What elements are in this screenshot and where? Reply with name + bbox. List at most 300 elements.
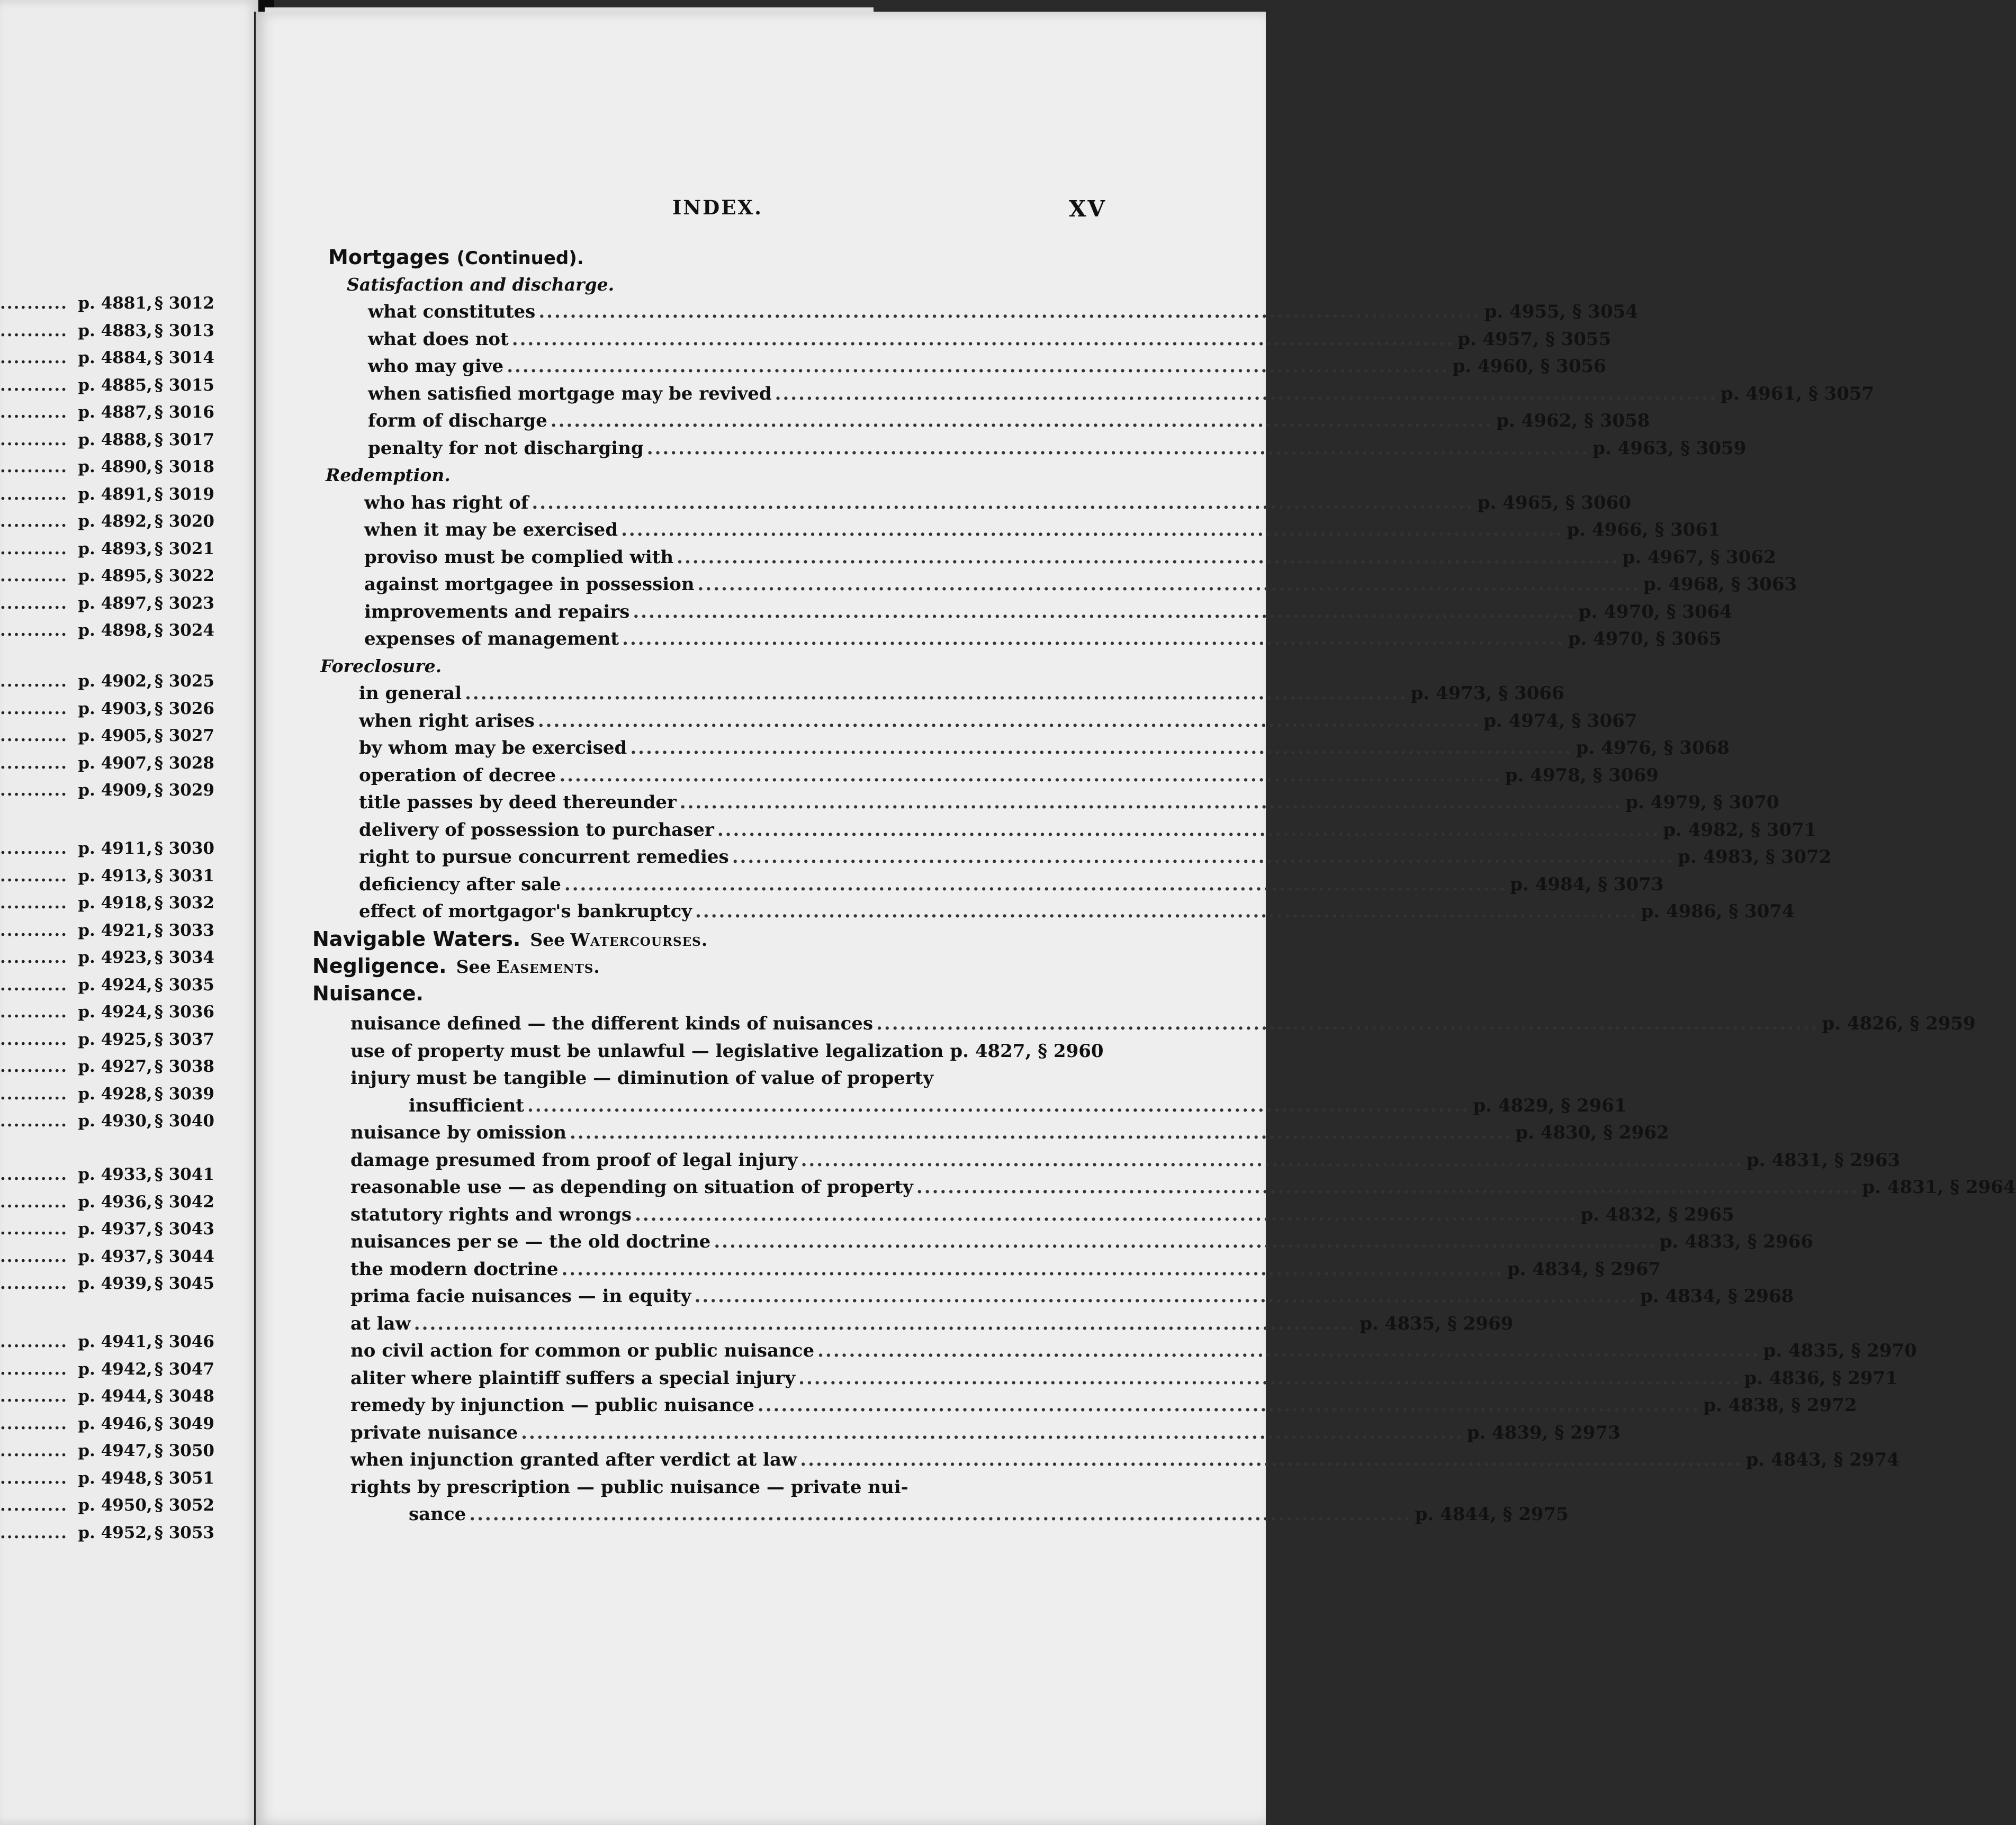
dot-leader: ..........: [0, 781, 68, 800]
dot-leader: ..........: [0, 1084, 68, 1104]
entry-text: use of property must be unlawful — legislative legalization: [350, 1040, 944, 1062]
left-index-row: [0, 290, 214, 317]
left-index-row: [0, 777, 214, 803]
section-ref: § 2966: [1747, 1231, 1813, 1252]
index-entry: [368, 298, 1638, 326]
section-ref: § 3017: [154, 430, 214, 449]
entry-text: operation of decree: [359, 764, 556, 786]
dot-leader: ..........: [0, 948, 68, 967]
dot-leader: ........................................................................................................................: [561, 1258, 1504, 1280]
index-entry: [359, 707, 1637, 735]
page-ref: p. 4927,: [78, 1057, 152, 1076]
page-ref: p. 4968,: [1643, 574, 1725, 595]
page-ref: p. 4970,: [1578, 601, 1660, 622]
page-ref: p. 4827,: [950, 1040, 1032, 1062]
heading-row: [328, 243, 1101, 271]
left-index-row: [0, 1438, 214, 1464]
dot-leader: ........................................................................................................................: [694, 1286, 1637, 1307]
section-ref: § 3069: [1592, 764, 1659, 786]
page-ref: p. 4984,: [1510, 873, 1592, 895]
entry-text: statutory rights and wrongs: [350, 1204, 632, 1225]
dot-leader: ........................................................................................................................: [757, 1395, 1700, 1416]
see-target: Easements.: [496, 956, 600, 977]
dot-leader: ..........: [0, 726, 68, 745]
subheading-satisfaction: Satisfaction and discharge.: [347, 274, 615, 295]
left-index-row: [0, 318, 214, 344]
entry-text: private nuisance: [350, 1422, 518, 1443]
dot-leader: ..........: [0, 753, 68, 773]
dot-leader: ..........: [0, 975, 68, 995]
page-ref: p. 4913,: [78, 866, 152, 886]
page-ref: p. 4839,: [1466, 1422, 1549, 1443]
index-entry: [409, 1501, 1569, 1528]
subheading-row: [320, 653, 1101, 680]
page-ref: p. 4844,: [1415, 1504, 1497, 1525]
dot-leader: ........................................................................................................................: [695, 901, 1638, 922]
left-index-row: [0, 695, 214, 722]
dot-leader: ........................................................................................................................: [817, 1340, 1760, 1361]
section-ref: § 3023: [154, 593, 214, 613]
entry-text-continued: insufficient: [409, 1095, 524, 1116]
dot-leader: ........................................................................................................................: [538, 301, 1481, 322]
section-ref: § 2961: [1561, 1095, 1627, 1116]
left-index-row: [0, 427, 214, 453]
index-entry: [364, 598, 1732, 626]
dot-leader: ........................................................................................................................: [527, 1095, 1470, 1116]
page-ref: p. 4944,: [78, 1387, 152, 1406]
page-ref: p. 4974,: [1483, 710, 1565, 731]
entry-text: remedy by injunction — public nuisance: [350, 1395, 754, 1416]
index-entry: [350, 1037, 1104, 1065]
index-entry: [350, 1337, 1917, 1365]
dot-leader: ........................................................................................................................: [621, 519, 1564, 540]
left-index-row: [0, 1329, 214, 1355]
page-ref: p. 4834,: [1507, 1258, 1589, 1280]
section-ref: § 3049: [154, 1414, 214, 1433]
section-ref: § 2964: [1950, 1177, 2016, 1198]
left-index-row: [0, 1081, 214, 1107]
dot-leader: ........................................................................................................................: [507, 356, 1450, 377]
section-ref: § 3072: [1766, 846, 1832, 868]
dot-leader: ........................................................................................................................: [559, 764, 1502, 786]
heading-nuisance: Nuisance.: [312, 981, 424, 1005]
page-ref: p. 4835,: [1763, 1340, 1845, 1361]
entry-text: in general: [359, 683, 462, 704]
section-ref: § 2968: [1727, 1286, 1794, 1307]
dot-leader: ..........: [0, 566, 68, 585]
page-ref: p. 4905,: [78, 726, 152, 745]
section-ref: § 3043: [154, 1219, 214, 1239]
section-ref: § 3074: [1729, 901, 1795, 922]
page-ref: p. 4890,: [78, 457, 152, 476]
section-ref: § 3071: [1751, 819, 1817, 841]
subheading-row: [326, 462, 1101, 489]
dot-leader: ........................................................................................................................: [916, 1177, 1859, 1198]
section-ref: § 3020: [154, 512, 214, 531]
dot-leader: ..........: [0, 321, 68, 340]
section-ref: § 3028: [154, 753, 214, 773]
dot-leader: ........................................................................................................................: [532, 492, 1474, 513]
entry-text: proviso must be complied with: [364, 546, 674, 568]
heading-row: [312, 952, 1101, 980]
left-index-row: [0, 1520, 214, 1546]
page-ref: p. 4955,: [1484, 301, 1566, 322]
dot-leader: ..........: [0, 457, 68, 476]
section-ref: § 3055: [1545, 328, 1612, 350]
page-ref: p. 4946,: [78, 1414, 152, 1433]
section-ref: § 3031: [154, 866, 214, 886]
section-ref: § 3057: [1808, 383, 1875, 404]
section-ref: § 3060: [1565, 492, 1632, 513]
page-ref: p. 4961,: [1721, 383, 1802, 404]
dot-leader: ..........: [0, 699, 68, 718]
page-ref: p. 4892,: [78, 512, 152, 531]
left-index-row: [0, 372, 214, 399]
index-entry-line: [350, 1474, 1101, 1501]
left-index-row: [0, 508, 214, 535]
dot-leader: ........................................................................................................................: [714, 1231, 1657, 1252]
dot-leader: ........................................................................................................................: [646, 437, 1590, 459]
section-ref: § 3039: [154, 1084, 214, 1104]
section-ref: § 3038: [154, 1057, 214, 1076]
left-index-row: [0, 1492, 214, 1519]
page-ref: p. 4970,: [1568, 628, 1650, 649]
section-ref: § 2960: [1038, 1040, 1104, 1062]
left-index-row: [0, 617, 214, 644]
page-top-edge: [265, 7, 874, 13]
dot-leader: ..........: [0, 593, 68, 613]
entry-text: damage presumed from proof of legal injury: [350, 1149, 798, 1171]
left-index-row: [0, 863, 214, 889]
page-ref: p. 4924,: [78, 1002, 152, 1022]
index-entry: [359, 680, 1564, 707]
dot-leader: ..........: [0, 348, 68, 367]
section-ref: § 3025: [154, 672, 214, 691]
left-index-row: [0, 1026, 214, 1053]
page-ref: p. 4986,: [1641, 901, 1723, 922]
entry-text: when right arises: [359, 710, 535, 731]
page-ref: p. 4897,: [78, 593, 152, 613]
section-ref: § 3018: [154, 457, 214, 476]
left-index-row: [0, 345, 214, 371]
dot-leader: ..........: [0, 512, 68, 531]
index-entry: [368, 380, 1875, 408]
section-ref: § 3042: [154, 1192, 214, 1212]
section-ref: § 2965: [1668, 1204, 1734, 1225]
page-ref: p. 4911,: [78, 839, 152, 858]
page-ref: p. 4978,: [1505, 764, 1587, 786]
left-index-row: [0, 1465, 214, 1492]
heading-row: [312, 925, 1101, 953]
left-index-row: [0, 1189, 214, 1215]
dot-leader: ..........: [0, 1468, 68, 1488]
page-ref: p. 4921,: [78, 920, 152, 940]
index-entry: [350, 1010, 1976, 1037]
dot-leader: ..........: [0, 1165, 68, 1184]
dot-leader: ........................................................................................................................: [633, 601, 1576, 622]
dot-leader: ........................................................................................................................: [550, 410, 1493, 431]
entry-text: title passes by deed thereunder: [359, 792, 677, 813]
left-index-row: [0, 944, 214, 971]
left-index-row: [0, 1243, 214, 1270]
entry-text-continued: sance: [409, 1504, 466, 1525]
page-ref: p. 4923,: [78, 948, 152, 967]
left-index-row: [0, 1161, 214, 1188]
page-ref: p. 4962,: [1496, 410, 1578, 431]
entry-text: rights by prescription — public nuisance — private nui-: [350, 1476, 908, 1498]
section-ref: § 3013: [154, 321, 214, 340]
subheading-foreclosure: Foreclosure.: [320, 655, 442, 676]
index-entry: [350, 1282, 1794, 1310]
section-ref: § 3059: [1680, 437, 1747, 459]
index-entry: [359, 762, 1659, 789]
section-ref: § 3050: [154, 1441, 214, 1460]
section-ref: § 3022: [154, 566, 214, 585]
left-index-row: [0, 917, 214, 944]
left-index-row: [0, 890, 214, 916]
section-ref: § 3045: [154, 1274, 214, 1293]
dot-leader: ..........: [0, 920, 68, 940]
index-entry: [364, 489, 1632, 517]
left-index-row: [0, 1356, 214, 1383]
index-entry: [350, 1228, 1813, 1255]
entry-text: what does not: [368, 328, 509, 350]
page-ref: p. 4937,: [78, 1219, 152, 1239]
page-ref: p. 4887,: [78, 403, 152, 422]
left-index-row: [0, 972, 214, 998]
index-entry: [350, 1173, 2016, 1201]
section-ref: § 3024: [154, 621, 214, 640]
page-ref: p. 4843,: [1745, 1449, 1828, 1470]
page-ref: p. 4895,: [78, 566, 152, 585]
entry-text: penalty for not discharging: [368, 437, 644, 459]
page-ref: p. 4966,: [1567, 519, 1649, 540]
page-ref: p. 4963,: [1592, 437, 1675, 459]
left-index-row: [0, 399, 214, 426]
page-number: XV: [1068, 196, 1106, 222]
dot-leader: ..........: [0, 1414, 68, 1433]
section-ref: § 2972: [1791, 1395, 1857, 1416]
section-ref: § 3026: [154, 699, 214, 718]
section-ref: § 3068: [1663, 737, 1730, 758]
page-ref: p. 4902,: [78, 672, 152, 691]
index-entry: [350, 1255, 1661, 1283]
section-ref: § 3016: [154, 403, 214, 422]
section-ref: § 3021: [154, 539, 214, 558]
dot-leader: ..........: [0, 672, 68, 691]
section-ref: § 2969: [1447, 1313, 1514, 1334]
section-ref: § 3048: [154, 1387, 214, 1406]
page-ref: p. 4909,: [78, 781, 152, 800]
dot-leader: ........................................................................................................................: [775, 383, 1718, 404]
page-ref: p. 4928,: [78, 1084, 152, 1104]
page-ref: p. 4831,: [1862, 1177, 1944, 1198]
entry-text: the modern doctrine: [350, 1258, 559, 1280]
section-ref: § 3035: [154, 975, 214, 995]
section-ref: § 3033: [154, 920, 214, 940]
page-ref: p. 4939,: [78, 1274, 152, 1293]
page-ref: p. 4924,: [78, 975, 152, 995]
left-index-row: [0, 1216, 214, 1242]
entry-text: by whom may be exercised: [359, 737, 627, 758]
dot-leader: ..........: [0, 1112, 68, 1131]
page-ref: p. 4930,: [78, 1112, 152, 1131]
left-index-row: [0, 1411, 214, 1437]
page-ref: p. 4893,: [78, 539, 152, 558]
dot-leader: ........................................................................................................................: [630, 737, 1573, 758]
page-ref: p. 4881,: [78, 294, 152, 313]
entry-text: improvements and repairs: [364, 601, 630, 622]
dot-leader: ........................................................................................................................: [537, 710, 1481, 731]
index-entry: [359, 871, 1664, 898]
page-ref: p. 4983,: [1678, 846, 1760, 868]
section-ref: § 3036: [154, 1002, 214, 1022]
see-label: See: [456, 956, 491, 977]
section-ref: § 3032: [154, 893, 214, 912]
dot-leader: ........................................................................................................................: [564, 873, 1507, 895]
index-entry: [350, 1119, 1669, 1146]
dot-leader: ........................................................................................................................: [800, 1149, 1743, 1171]
section-ref: § 3063: [1731, 574, 1797, 595]
page-ref: p. 4831,: [1747, 1149, 1828, 1171]
section-ref: § 3073: [1598, 873, 1664, 895]
section-ref: § 3053: [154, 1523, 214, 1542]
index-entry: [350, 1201, 1734, 1228]
dot-leader: ..........: [0, 839, 68, 858]
dot-leader: ..........: [0, 403, 68, 422]
index-entry: [359, 789, 1779, 816]
page-ref: p. 4976,: [1576, 737, 1658, 758]
section-ref: § 2963: [1834, 1149, 1901, 1171]
entry-text: prima facie nuisances — in equity: [350, 1286, 691, 1307]
page-ref: p. 4948,: [78, 1468, 152, 1488]
index-entry: [368, 435, 1747, 462]
heading-negligence: Negligence.: [312, 954, 447, 978]
section-ref: § 3015: [154, 375, 214, 395]
section-ref: § 2974: [1833, 1449, 1900, 1470]
section-ref: § 2959: [1910, 1013, 1976, 1034]
entry-text: form of discharge: [368, 410, 547, 431]
heading-continued: (Continued).: [456, 248, 584, 269]
section-ref: § 3027: [154, 726, 214, 745]
section-ref: § 3019: [154, 484, 214, 504]
left-index-row: [0, 1383, 214, 1410]
page-ref: p. 4836,: [1744, 1367, 1826, 1389]
heading-navigable-waters: Navigable Waters.: [312, 927, 521, 951]
section-ref: § 3062: [1710, 546, 1776, 568]
entry-text: when injunction granted after verdict at law: [350, 1449, 797, 1470]
dot-leader: ..........: [0, 893, 68, 912]
page-ref: p. 4826,: [1822, 1013, 1904, 1034]
left-index-row: [0, 1108, 214, 1134]
dot-leader: ........................................................................................................................: [800, 1449, 1743, 1470]
dot-leader: ........................................................................................................................: [697, 574, 1640, 595]
section-ref: § 3065: [1655, 628, 1722, 649]
index-entry: [368, 353, 1606, 380]
page-ref: p. 4835,: [1360, 1313, 1442, 1334]
section-ref: § 2967: [1595, 1258, 1661, 1280]
heading-mortgages: Mortgages: [328, 246, 450, 269]
dot-leader: ........................................................................................................................: [465, 683, 1408, 704]
section-ref: § 2970: [1851, 1340, 1917, 1361]
section-ref: § 3056: [1540, 356, 1606, 377]
dot-leader: ........................................................................................................................: [469, 1504, 1412, 1525]
page-ref: p. 4907,: [78, 753, 152, 773]
subheading-redemption: Redemption.: [326, 465, 451, 485]
dot-leader: ........................................................................................................................: [511, 328, 1455, 350]
index-entry: [359, 843, 1832, 871]
dot-leader: ..........: [0, 866, 68, 886]
page-ref: p. 4903,: [78, 699, 152, 718]
section-ref: § 2973: [1554, 1422, 1621, 1443]
see-label: See: [530, 929, 565, 950]
index-entry: [359, 898, 1795, 925]
dot-leader: ........................................................................................................................: [569, 1122, 1513, 1143]
index-entry: [350, 1365, 1898, 1392]
dot-leader: ..........: [0, 1192, 68, 1212]
entry-text: delivery of possession to purchaser: [359, 819, 714, 841]
dot-leader: ........................................................................................................................: [876, 1013, 1819, 1034]
dot-leader: ..........: [0, 1002, 68, 1022]
page-ref: p. 4950,: [78, 1496, 152, 1515]
dot-leader: ..........: [0, 621, 68, 640]
page-ref: p. 4936,: [78, 1192, 152, 1212]
section-ref: § 3054: [1572, 301, 1638, 322]
entry-text: when it may be exercised: [364, 519, 618, 540]
section-ref: § 2962: [1603, 1122, 1669, 1143]
left-page: [0, 0, 258, 1825]
section-ref: § 3064: [1666, 601, 1732, 622]
page-ref: p. 4833,: [1659, 1231, 1741, 1252]
dot-leader: ..........: [0, 1496, 68, 1515]
entry-text: who has right of: [364, 492, 529, 513]
section-ref: § 3067: [1571, 710, 1637, 731]
index-entry: [409, 1092, 1627, 1119]
entry-text: reasonable use — as depending on situation of property: [350, 1177, 913, 1198]
dot-leader: ..........: [0, 1274, 68, 1293]
index-entry-line: [350, 1064, 1101, 1092]
section-ref: § 3012: [154, 294, 214, 313]
page-ref: p. 4834,: [1640, 1286, 1722, 1307]
page-ref: p. 4885,: [78, 375, 152, 395]
page-ref: p. 4838,: [1703, 1395, 1785, 1416]
left-index-row: [0, 750, 214, 776]
left-index-row: [0, 1053, 214, 1080]
page-ref: p. 4918,: [78, 893, 152, 912]
index-entry: [364, 625, 1722, 653]
entry-text: no civil action for common or public nuisance: [350, 1340, 815, 1361]
dot-leader: ........................................................................................................................: [622, 628, 1565, 649]
entry-text: what constitutes: [368, 301, 536, 322]
dot-leader: ........................................................................................................................: [677, 546, 1619, 568]
page-header: [672, 196, 1106, 228]
index-entry: [368, 326, 1612, 353]
section-ref: § 3047: [154, 1359, 214, 1379]
page-ref: p. 4965,: [1477, 492, 1559, 513]
index-entry: [359, 734, 1730, 762]
page-ref: p. 4883,: [78, 321, 152, 340]
heading-row: [312, 980, 1101, 1007]
index-entry: [364, 544, 1776, 571]
dot-leader: ........................................................................................................................: [717, 819, 1660, 841]
section-ref: § 3052: [154, 1496, 214, 1515]
entry-text: at law: [350, 1313, 411, 1334]
page-ref: p. 4979,: [1625, 792, 1707, 813]
running-title: INDEX.: [672, 196, 763, 219]
page-ref: p. 4957,: [1457, 328, 1540, 350]
left-index-row: [0, 454, 214, 480]
left-index-row: [0, 481, 214, 508]
